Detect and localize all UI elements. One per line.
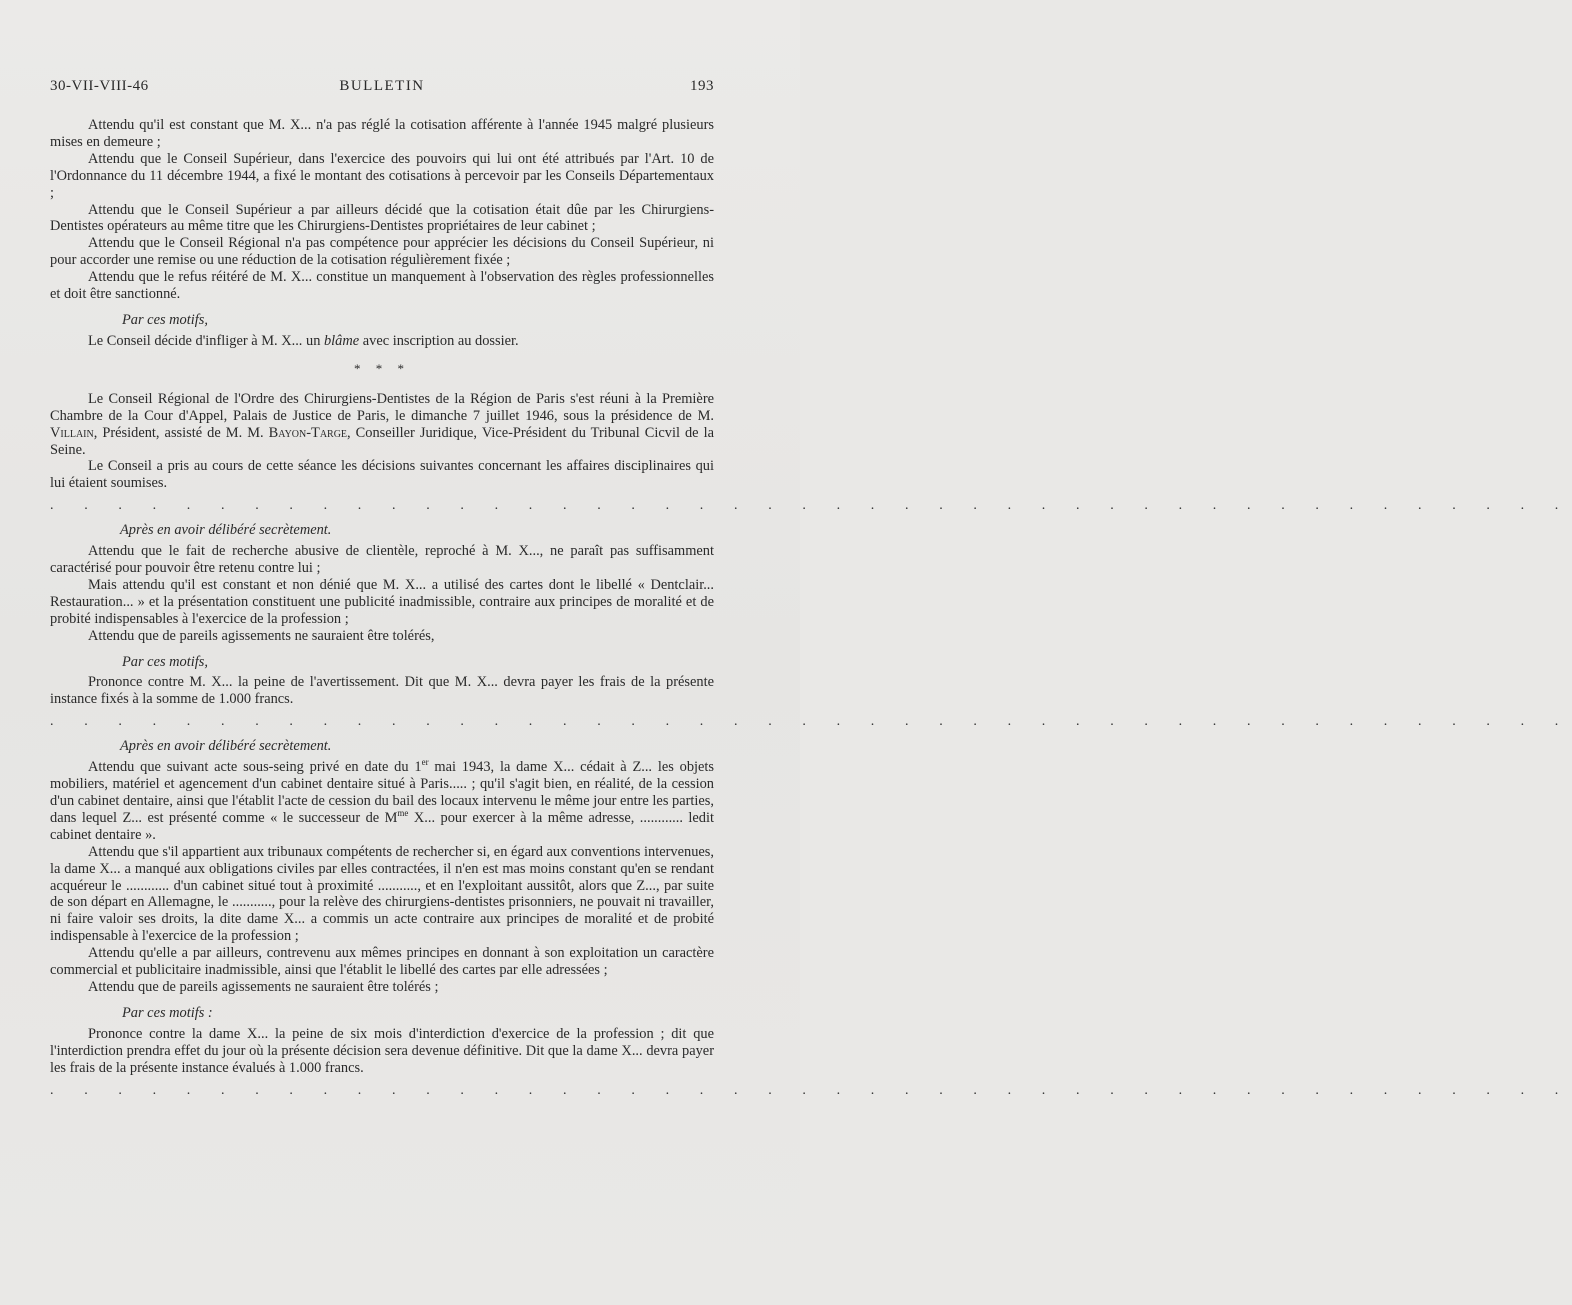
decision-paragraph: Prononce contre la dame X... la peine de six mois d'interdiction d'exercice de la profession ; dit que l'interdiction prendra effet du jour où la présente décision sera devenue définitive. Dit que la dame X... devra payer les frais de la présente instance évalués à 1.000 francs.: [50, 1025, 714, 1076]
section-case-2: [50, 738, 714, 1076]
paragraph: Attendu que le Conseil Supérieur, dans l'exercice des pouvoirs qui lui ont été attribués par l'Art. 10 de l'Ordonnance du 11 décembre 1944, a fixé le montant des cotisations à percevoir par les Conseils Départementaux ;: [50, 150, 714, 201]
page-body: [50, 117, 1572, 1101]
intro-text: Le Conseil Régional de l'Ordre des Chirurgiens-Dentistes de la Région de Paris s'est réuni à la Première Chambre de la Cour d'Appel, Palais de Justice de Paris, le dimanche 7 juillet 1946, sous la présidence de M.: [50, 390, 714, 424]
sanction-term: blâme: [323, 332, 360, 349]
paragraph: Attendu que le Conseil Supérieur a par ailleurs décidé que la cotisation était dûe par les Chirurgiens-Dentistes opérateurs au même titre que les Chirurgiens-Dentistes propriétaires de leur cabinet ;: [50, 201, 714, 235]
page-header: [50, 78, 714, 100]
paragraph: Mais attendu qu'il est constant et non dénié que M. X... a utilisé des cartes dont le libellé « Dentclair... Restauration... » et la présentation constituent une publicité inadmissible, contraire aux principes de moralité et de probité indispensables à l'exercice de la profession ;: [50, 576, 714, 627]
paragraph: Attendu que le fait de recherche abusive de clientèle, reproché à M. X..., ne paraît pas suffisamment caractérisé pour pouvoir être retenu contre lui ;: [50, 543, 714, 577]
paragraph-text: X... pour exercer à la même adresse, ............ ledit cabinet dentaire ».: [50, 809, 714, 843]
president-name: Villain: [50, 424, 94, 441]
paragraph: Attendu que de pareils agissements ne sauraient être tolérés ;: [88, 978, 439, 995]
superscript: me: [397, 808, 409, 819]
paragraph: [50, 759, 714, 844]
paragraph: Attendu que le Conseil Régional n'a pas compétence pour apprécier les décisions du Conseil Supérieur, ni pour accorder une remise ou une réduction de la cotisation régulièrement fixée ;: [50, 235, 714, 269]
decision-text-end: avec inscription au dossier.: [359, 332, 519, 349]
motifs-heading: Par ces motifs :: [122, 1004, 213, 1021]
paragraph: Attendu que le refus réitéré de M. X... constitue un manquement à l'observation des règles professionnelles et doit être sanctionné.: [50, 269, 714, 303]
superscript: er: [421, 757, 429, 768]
separator-stars: * * *: [354, 360, 410, 376]
paragraph: Attendu qu'il est constant que M. X... n'a pas réglé la cotisation afférente à l'année 1945 malgré plusieurs mises en demeure ;: [50, 117, 714, 150]
intro-text: , Président, assisté de M. M.: [93, 424, 269, 441]
section-cotisation: [50, 117, 714, 350]
paragraph: [50, 391, 714, 459]
dotted-separator: . . . . . . . . . . . . . . . . . . . . . . . . . . . . . . . . . . . . . . . . . . . . .: [50, 498, 1572, 514]
paragraph: Attendu que de pareils agissements ne sauraient être tolérés,: [88, 627, 435, 644]
paragraph: Attendu que s'il appartient aux tribunaux compétents de rechercher si, en égard aux conventions intervenues, la dame X... a manqué aux obligations civiles par elles contractées, il n'en est mas moins constant qu'en se rendant acquéreur le ............ d'un cabinet situé tout à proximité ..........., et en l'exploitant aussitôt, alors que Z..., par suite de son départ en Allemagne, le ..........., pour la relève des chirurgiens-dentistes prisonniers, ne pouvait ni travailler, ni faire valoir ses droits, la dite dame X... a commis un acte contraire aux principes de moralité et de probité indispensable à l'exercice de la profession ;: [50, 843, 714, 945]
decision-paragraph: Prononce contre M. X... la peine de l'avertissement. Dit que M. X... devra payer les frais de la présente instance fixés à la somme de 1.000 francs.: [50, 674, 714, 708]
issue-date: 30-VII-VIII-46: [50, 78, 149, 94]
dotted-separator: . . . . . . . . . . . . . . . . . . . . . . . . . . . . . . . . . . . . . . . . . . . . .: [50, 714, 1572, 730]
section-session-intro: [50, 391, 714, 492]
deliberation-heading: Après en avoir délibéré secrètement.: [120, 738, 332, 755]
page-number: 193: [690, 78, 714, 94]
intro-text: , Conseiller Juridique, Vice-Président du Tribunal Cicvil de la Seine.: [50, 424, 714, 458]
assessor-name: Bayon-Targe: [268, 424, 348, 441]
paragraph: Le Conseil a pris au cours de cette séance les décisions suivantes concernant les affaires disciplinaires qui lui étaient soumises.: [50, 458, 714, 492]
paragraph-text: Attendu que suivant acte sous-seing privé en date du 1: [88, 759, 422, 776]
bulletin-title: BULLETIN: [339, 78, 425, 94]
paragraph-text: mai 1943, la dame X... cédait à Z... les objets mobiliers, matériel et agencement d'un cabinet dentaire situé à Paris..... ; qu'il s'agit bien, en réalité, de la cession d'un cabinet dentaire, ainsi que l'établit l'acte de cession du bail des locaux intervenu le même jour entre les parties, dans lequel Z... est présenté comme « le successeur de M: [50, 759, 714, 826]
dotted-separator: . . . . . . . . . . . . . . . . . . . . . . . . . . . . . . . . . . . . . . . . . . . . .: [50, 1082, 1572, 1098]
decision-text: Le Conseil décide d'infliger à M. X... un: [88, 332, 324, 349]
motifs-heading: Par ces motifs,: [122, 653, 208, 670]
section-case-1: [50, 522, 714, 708]
deliberation-heading: Après en avoir délibéré secrètement.: [120, 522, 332, 539]
decision-paragraph: [50, 333, 714, 350]
paragraph: Attendu qu'elle a par ailleurs, contrevenu aux mêmes principes en donnant à son exploitation un caractère commercial et publicitaire inadmissible, ainsi que l'établit le libellé des cartes par elle adressées ;: [50, 945, 714, 979]
motifs-heading: Par ces motifs,: [122, 311, 208, 328]
